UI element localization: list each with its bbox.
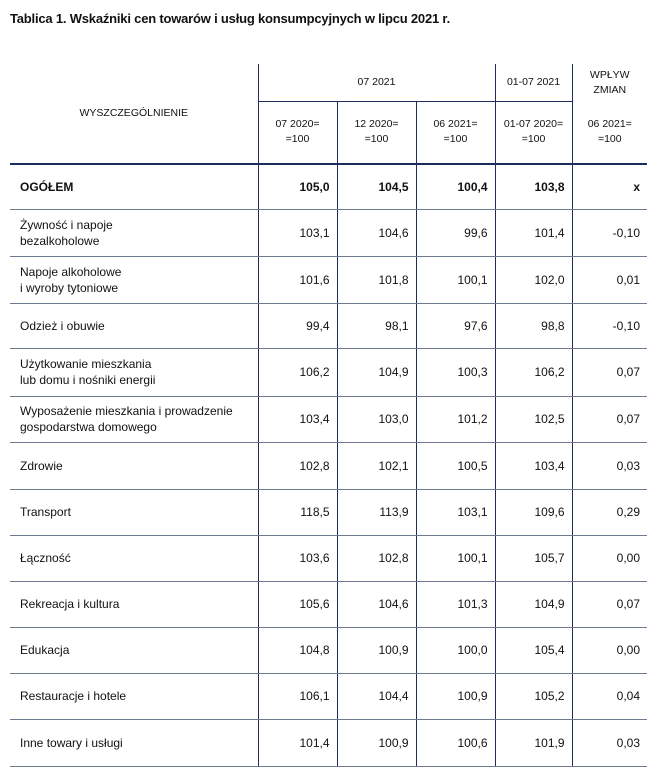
- row-label: Transport: [10, 489, 258, 535]
- table-body: [10, 164, 647, 766]
- table-title: Tablica 1. Wskaźniki cen towarów i usług konsumpcyjnych w lipcu 2021 r.: [10, 11, 450, 26]
- header-description: WYSZCZEGÓLNIENIE: [10, 64, 258, 164]
- cell-value: 105,0: [258, 164, 337, 209]
- cell-value: 100,6: [416, 719, 495, 766]
- header-group-impact: WPŁYW ZMIAN: [572, 64, 647, 101]
- header-sub-01-07-2020: 01-07 2020= =100: [495, 101, 572, 164]
- cell-value: -0,10: [572, 303, 647, 348]
- cell-value: 0,07: [572, 396, 647, 442]
- row-label: Inne towary i usługi: [10, 719, 258, 766]
- row-label: Edukacja: [10, 627, 258, 673]
- cell-value: 102,8: [258, 442, 337, 489]
- cell-value: 104,4: [337, 673, 416, 719]
- row-label: Zdrowie: [10, 442, 258, 489]
- cell-value: 103,4: [258, 396, 337, 442]
- cell-value: 101,4: [258, 719, 337, 766]
- cell-value: 100,4: [416, 164, 495, 209]
- cell-value: 100,1: [416, 256, 495, 303]
- cell-value: 100,5: [416, 442, 495, 489]
- cell-value: 104,9: [495, 581, 572, 627]
- cell-value: 101,8: [337, 256, 416, 303]
- header-sub-impact-06-2021: 06 2021= =100: [572, 101, 647, 164]
- header-group-07-2021: 07 2021: [258, 64, 495, 101]
- row-label: Restauracje i hotele: [10, 673, 258, 719]
- cell-value: 101,2: [416, 396, 495, 442]
- cell-value: 101,4: [495, 209, 572, 256]
- table-row: [10, 489, 647, 535]
- cell-value: 105,2: [495, 673, 572, 719]
- cell-value: 100,1: [416, 535, 495, 581]
- cell-value: 118,5: [258, 489, 337, 535]
- cell-value: 101,9: [495, 719, 572, 766]
- cell-value: 104,6: [337, 209, 416, 256]
- cell-value: 102,1: [337, 442, 416, 489]
- cell-value: 106,1: [258, 673, 337, 719]
- cell-value: 0,07: [572, 348, 647, 396]
- cell-value: 106,2: [258, 348, 337, 396]
- row-label: Napoje alkoholowe i wyroby tytoniowe: [10, 256, 258, 303]
- cell-value: 103,8: [495, 164, 572, 209]
- cell-value: 101,3: [416, 581, 495, 627]
- cell-value: 103,4: [495, 442, 572, 489]
- header-sub-12-2020: 12 2020= =100: [337, 101, 416, 164]
- table-row: [10, 396, 647, 442]
- cell-value: 0,03: [572, 442, 647, 489]
- cell-value: 100,9: [416, 673, 495, 719]
- table-row: [10, 673, 647, 719]
- row-label: Użytkowanie mieszkania lub domu i nośniki energii: [10, 348, 258, 396]
- header-sub-06-2021: 06 2021= =100: [416, 101, 495, 164]
- cell-value: 0,29: [572, 489, 647, 535]
- cell-value: 99,4: [258, 303, 337, 348]
- cell-value: 105,7: [495, 535, 572, 581]
- cell-value: 100,3: [416, 348, 495, 396]
- table-row: [10, 535, 647, 581]
- cell-value: 103,0: [337, 396, 416, 442]
- cell-value: 103,1: [416, 489, 495, 535]
- cell-value: 104,6: [337, 581, 416, 627]
- cell-value: 106,2: [495, 348, 572, 396]
- cell-value: 98,8: [495, 303, 572, 348]
- price-index-table: [10, 64, 647, 767]
- cell-value: 97,6: [416, 303, 495, 348]
- row-label: OGÓŁEM: [10, 164, 258, 209]
- cell-value: 101,6: [258, 256, 337, 303]
- row-label: Żywność i napoje bezalkoholowe: [10, 209, 258, 256]
- cell-value: 100,9: [337, 719, 416, 766]
- cell-value: 0,01: [572, 256, 647, 303]
- cell-value: 104,9: [337, 348, 416, 396]
- cell-value: 102,5: [495, 396, 572, 442]
- cell-value: 103,1: [258, 209, 337, 256]
- cell-value: 0,00: [572, 535, 647, 581]
- cell-value: 109,6: [495, 489, 572, 535]
- cell-value: x: [572, 164, 647, 209]
- row-label: Łączność: [10, 535, 258, 581]
- cell-value: 103,6: [258, 535, 337, 581]
- cell-value: 99,6: [416, 209, 495, 256]
- table-row: [10, 719, 647, 766]
- cell-value: 104,8: [258, 627, 337, 673]
- cell-value: 100,0: [416, 627, 495, 673]
- cell-value: 102,0: [495, 256, 572, 303]
- row-label: Rekreacja i kultura: [10, 581, 258, 627]
- table-row: [10, 209, 647, 256]
- cell-value: 0,03: [572, 719, 647, 766]
- cell-value: 105,6: [258, 581, 337, 627]
- table-row-total: [10, 164, 647, 209]
- row-label: Wyposażenie mieszkania i prowadzenie gospodarstwa domowego: [10, 396, 258, 442]
- table-row: [10, 442, 647, 489]
- header-group-01-07-2021: 01-07 2021: [495, 64, 572, 101]
- row-label: Odzież i obuwie: [10, 303, 258, 348]
- table-row: [10, 348, 647, 396]
- cell-value: 105,4: [495, 627, 572, 673]
- cell-value: 0,04: [572, 673, 647, 719]
- cell-value: 104,5: [337, 164, 416, 209]
- cell-value: 113,9: [337, 489, 416, 535]
- cell-value: 100,9: [337, 627, 416, 673]
- table-row: [10, 627, 647, 673]
- table-row: [10, 581, 647, 627]
- cell-value: 0,00: [572, 627, 647, 673]
- table-row: [10, 256, 647, 303]
- table-row: [10, 303, 647, 348]
- cell-value: 0,07: [572, 581, 647, 627]
- cell-value: 102,8: [337, 535, 416, 581]
- cell-value: 98,1: [337, 303, 416, 348]
- header-sub-07-2020: 07 2020= =100: [258, 101, 337, 164]
- cell-value: -0,10: [572, 209, 647, 256]
